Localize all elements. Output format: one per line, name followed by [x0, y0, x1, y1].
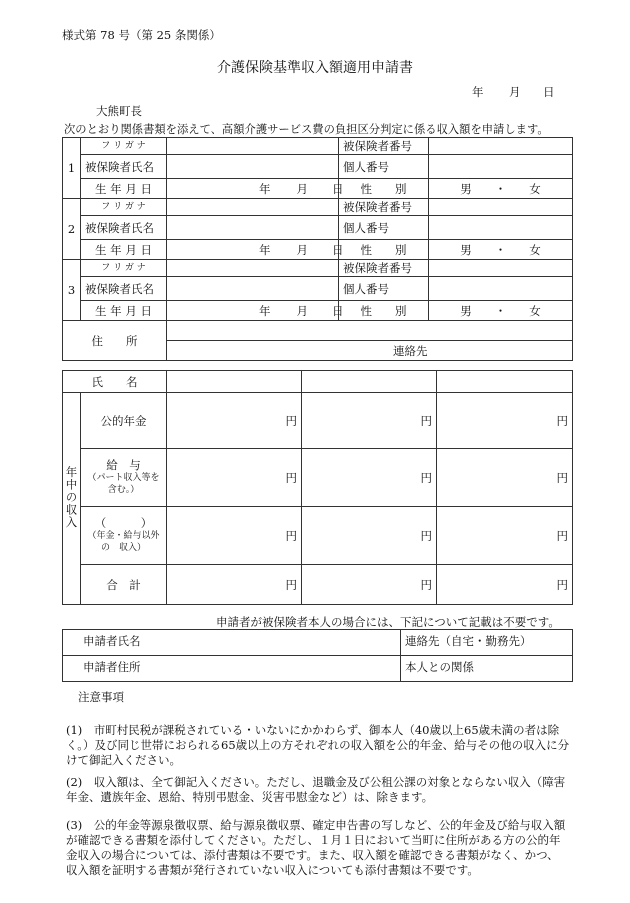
insured-no-field[interactable] [429, 138, 573, 155]
furigana-field[interactable] [167, 138, 339, 155]
applicant-address-field[interactable] [63, 656, 401, 682]
insured-no-field[interactable] [429, 199, 573, 216]
date-year-label: 年 [472, 85, 484, 99]
address-field[interactable] [167, 321, 573, 341]
total-field-3[interactable]: 円 [437, 565, 573, 605]
pension-field-1[interactable]: 円 [167, 393, 302, 449]
sex-male[interactable]: 男 [460, 242, 472, 257]
form-number: 様式第 78 号（第 25 条関係） [62, 28, 221, 42]
row-number-3: 3 [63, 260, 81, 321]
name-header: 氏 名 [63, 371, 167, 393]
date-month-label: 月 [509, 85, 521, 99]
insured-persons-table [62, 137, 573, 361]
other-field-2[interactable]: 円 [302, 507, 437, 565]
insured-no-field[interactable] [429, 260, 573, 277]
birth-date-field[interactable] [167, 240, 344, 260]
personal-no-field[interactable] [429, 216, 573, 240]
applicant-name-label: 申請者氏名 [83, 634, 141, 648]
sex-dot: ・ [494, 242, 507, 257]
insured-name-field[interactable] [167, 155, 339, 179]
sex-field[interactable] [429, 179, 573, 199]
date-day-label: 日 [543, 85, 555, 99]
insured-name-label: 被保険者氏名 [81, 216, 167, 240]
pension-label: 公的年金 [81, 393, 167, 449]
birth-month: 月 [296, 242, 308, 257]
insured-name-field[interactable] [167, 277, 339, 301]
salary-field-1[interactable]: 円 [167, 449, 302, 507]
row-number-2: 2 [63, 199, 81, 260]
other-income-label: （ ） （年金・給与以外 の 収入） [81, 507, 167, 565]
sex-field[interactable] [429, 240, 573, 260]
insured-name-label: 被保険者氏名 [81, 277, 167, 301]
applicant-relation-label: 本人との関係 [405, 660, 474, 674]
insured-no-label: 被保険者番号 [339, 260, 429, 277]
sex-female[interactable]: 女 [529, 181, 541, 196]
applicant-contact-label: 連絡先（自宅・勤務先） [405, 634, 532, 648]
sex-male[interactable]: 男 [460, 303, 472, 318]
annual-income-side-label: 年中の収入 [63, 393, 81, 605]
sex-label: 性 別 [339, 240, 429, 260]
birth-day: 日 [332, 181, 344, 196]
pension-field-3[interactable]: 円 [437, 393, 573, 449]
insured-no-label: 被保険者番号 [339, 138, 429, 155]
salary-label: 給 与 （パート収入等を 含む。） [81, 449, 167, 507]
birth-date-field[interactable] [167, 301, 344, 321]
note-3: (3) 公的年金等源泉徴収票、給与源泉徴収票、確定申告書の写しなど、公的年金及び給与収入額が確認できる書類を添付してください。ただし、１月１日において当町に住所がある方の公的年金収入の場合については、添付書類は不要です。また、収入額を確認できる書類がなく、かつ、収入額を証明する書類が発行されていない収入についても添付書類は不要です。 [66, 818, 566, 877]
birth-date-field[interactable] [167, 179, 344, 199]
furigana-label: フ リ ガ ナ [81, 260, 167, 277]
personal-no-field[interactable] [429, 155, 573, 179]
birth-day: 日 [332, 303, 344, 318]
total-label: 合 計 [81, 565, 167, 605]
notes-heading: 注意事項 [78, 690, 124, 704]
personal-no-label: 個人番号 [339, 277, 429, 301]
sex-field[interactable] [429, 301, 573, 321]
contact-field[interactable] [167, 341, 573, 361]
birth-date-label: 生 年 月 日 [81, 179, 167, 199]
birth-day: 日 [332, 242, 344, 257]
other-field-3[interactable]: 円 [437, 507, 573, 565]
birth-date-label: 生 年 月 日 [81, 301, 167, 321]
insured-name-field[interactable] [167, 216, 339, 240]
recipient: 大熊町長 [96, 104, 142, 118]
row-number-1: 1 [63, 138, 81, 199]
birth-year: 年 [259, 242, 271, 257]
address-label: 住 所 [63, 321, 167, 361]
intro-text: 次のとおり関係書類を添えて、高額介護サービス費の負担区分判定に係る収入額を申請します。 [64, 123, 549, 136]
sex-male[interactable]: 男 [460, 181, 472, 196]
sex-label: 性 別 [339, 179, 429, 199]
birth-date-label: 生 年 月 日 [81, 240, 167, 260]
applicant-contact-field[interactable] [401, 630, 573, 656]
personal-no-label: 個人番号 [339, 155, 429, 179]
note-1: (1) 市町村民税が課税されている・いないにかかわらず、御本人（40歳以上65歳未満の者は除く。）及び同じ世帯におられる65歳以上の方それぞれの収入額を公的年金、給与その他の収入に分けて御記入ください。 [66, 723, 570, 767]
other-field-1[interactable]: 円 [167, 507, 302, 565]
total-field-2[interactable]: 円 [302, 565, 437, 605]
income-name-field-2[interactable] [302, 371, 437, 393]
birth-month: 月 [296, 303, 308, 318]
sex-dot: ・ [494, 181, 507, 196]
pension-field-2[interactable]: 円 [302, 393, 437, 449]
sex-female[interactable]: 女 [529, 303, 541, 318]
note-2: (2) 収入額は、全て御記入ください。ただし、退職金及び公租公課の対象とならない収入（障害年金、遺族年金、恩給、特別弔慰金、災害弔慰金など）は、除きます。 [66, 775, 566, 804]
applicant-address-label: 申請者住所 [83, 660, 141, 674]
applicant-notice: 申請者が被保険者本人の場合には、下記について記載は不要です。 [216, 615, 560, 629]
sex-dot: ・ [494, 303, 507, 318]
sex-female[interactable]: 女 [529, 242, 541, 257]
furigana-field[interactable] [167, 199, 339, 216]
birth-month: 月 [296, 181, 308, 196]
personal-no-field[interactable] [429, 277, 573, 301]
page-title: 介護保険基準収入額適用申請書 [217, 60, 413, 76]
contact-label: 連絡先 [393, 343, 428, 358]
salary-field-2[interactable]: 円 [302, 449, 437, 507]
birth-year: 年 [259, 303, 271, 318]
income-name-field-1[interactable] [167, 371, 302, 393]
applicant-name-field[interactable] [63, 630, 401, 656]
insured-name-label: 被保険者氏名 [81, 155, 167, 179]
income-table [62, 370, 573, 605]
personal-no-label: 個人番号 [339, 216, 429, 240]
applicant-table [62, 629, 573, 682]
insured-no-label: 被保険者番号 [339, 199, 429, 216]
income-name-field-3[interactable] [437, 371, 573, 393]
furigana-label: フ リ ガ ナ [81, 199, 167, 216]
sex-label: 性 別 [339, 301, 429, 321]
furigana-label: フ リ ガ ナ [81, 138, 167, 155]
salary-field-3[interactable]: 円 [437, 449, 573, 507]
furigana-field[interactable] [167, 260, 339, 277]
applicant-relation-field[interactable] [401, 656, 573, 682]
birth-year: 年 [259, 181, 271, 196]
total-field-1[interactable]: 円 [167, 565, 302, 605]
